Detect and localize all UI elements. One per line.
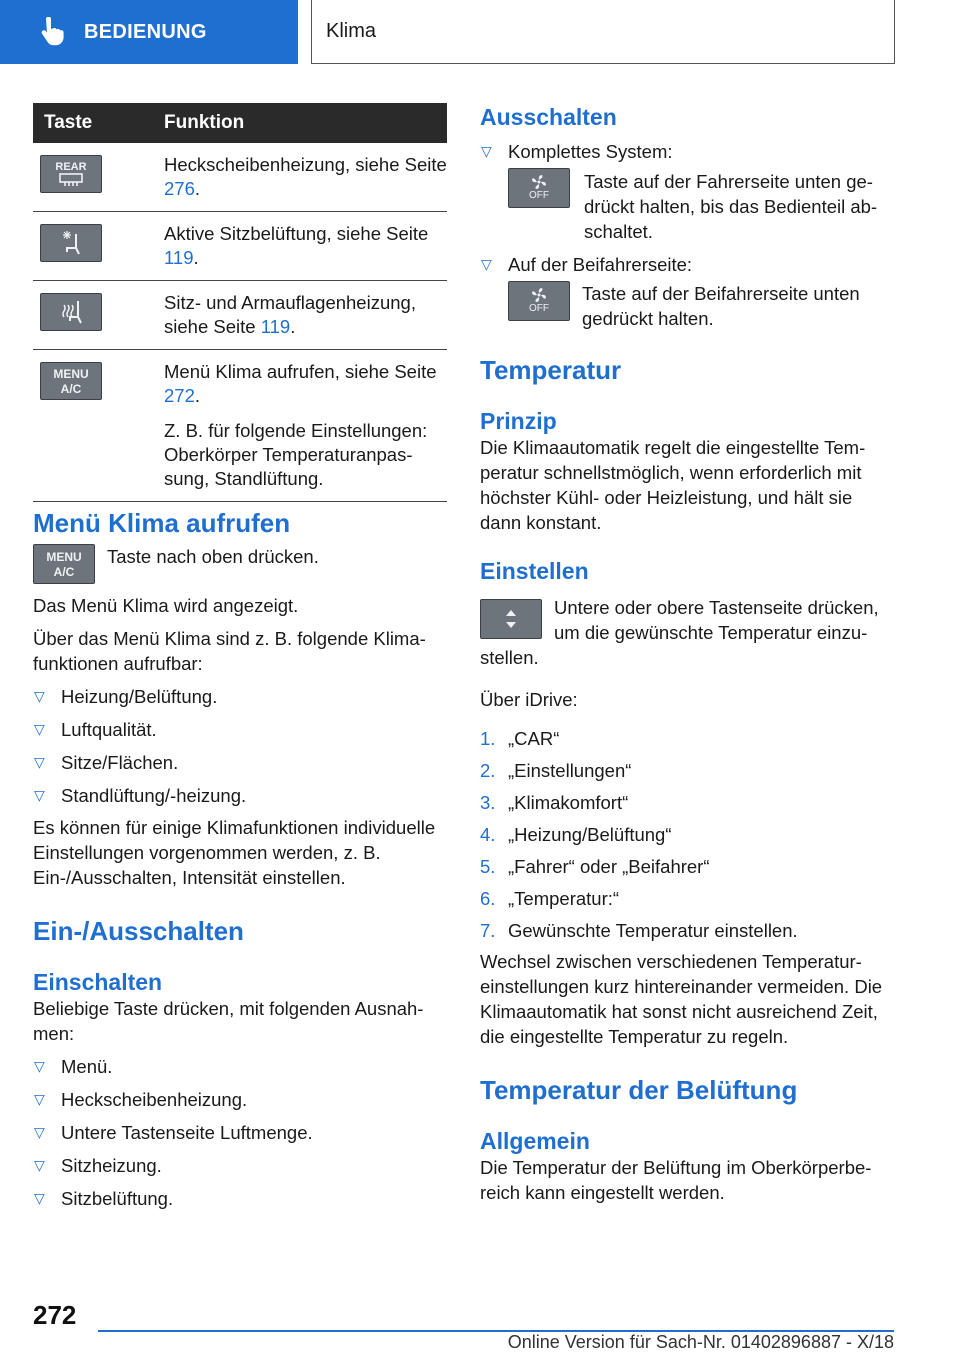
section-title: BEDIENUNG [84, 20, 207, 43]
list-item: 1. „CAR“ [480, 728, 560, 749]
table-row [33, 281, 447, 350]
chapter-title: Klima [326, 20, 377, 42]
chapter-header [311, 0, 895, 64]
key-label: A/C [60, 381, 82, 396]
heading-switch-on: Einschalten [33, 969, 163, 995]
seat-ventilation-key [40, 224, 102, 262]
fan-off-key [508, 168, 570, 208]
menu-ac-key: MENU A/C [33, 544, 95, 584]
instruction-text: Taste auf der Fahrerseite unten ge-drückt halten, bis das Bedienteil ab-schaltet. [584, 171, 878, 242]
instruction-text: Taste auf der Beifahrerseite unten gedrückt halten. [582, 283, 860, 329]
heading-on-off: Ein-/Ausschalten [33, 916, 244, 946]
list-item: 7. Gewünschte Temperatur einstellen. [480, 920, 798, 941]
fan-icon [528, 287, 550, 303]
page-reference-link[interactable]: 276 [164, 178, 195, 199]
bullet-triangle-icon: ▽ [34, 1124, 45, 1140]
fan-off-key [508, 281, 570, 321]
rear-defrost-icon [56, 173, 86, 187]
up-down-arrows-icon [503, 608, 519, 630]
page-reference-link[interactable]: 119 [260, 316, 291, 337]
paragraph: Über das Menü Klima sind z. B. folgende Klima-funktionen aufrufbar: [33, 628, 426, 674]
list-item: ▽ Sitzbelüftung. [34, 1188, 174, 1209]
list-item: ▽ Luftqualität. [34, 719, 157, 740]
key-label: REAR [55, 161, 87, 173]
paragraph: Wechsel zwischen verschiedenen Temperatur-einstellungen kurz hintereinander vermeiden. Die Klimaautomatik hat sonst nicht ausreichend Zeit, die eingestellte Temperatur zu regeln. [480, 951, 883, 1047]
paragraph: Die Temperatur der Belüftung im Oberkörperbe-reich kann eingestellt werden. [480, 1157, 872, 1203]
menu-ac-key [40, 362, 102, 400]
hand-pointer-icon [40, 17, 66, 47]
menu-instruction: Taste nach oben drücken. [107, 546, 319, 567]
bullet-triangle-icon: ▽ [34, 1190, 45, 1206]
seat-heating-icon [56, 297, 86, 327]
table-row [33, 143, 447, 212]
heading-vent-temperature: Temperatur der Belüftung [480, 1075, 798, 1105]
seat-ventilation-icon [56, 228, 86, 258]
paragraph: Das Menü Klima wird angezeigt. [33, 595, 299, 616]
paragraph: Untere oder obere Tastenseite drücken, um die gewünschte Temperatur einzu-stellen. [480, 597, 879, 668]
row-function: Heckscheibenheizung, siehe Seite 276. [164, 154, 447, 199]
temperature-rocker-key [480, 599, 542, 639]
page-reference-link[interactable]: 272 [164, 385, 195, 406]
heading-switch-off: Ausschalten [480, 104, 617, 130]
fan-icon [528, 174, 550, 190]
list-item: ▽ Untere Tastenseite Luftmenge. [34, 1122, 313, 1143]
table-row [33, 350, 447, 502]
key-label: MENU [53, 366, 89, 381]
bullet-triangle-icon: ▽ [481, 143, 492, 159]
bullet-triangle-icon: ▽ [34, 721, 45, 737]
row-function: Sitz- und Armauflagenheizung, siehe Seite 119. [164, 292, 416, 337]
key-label: OFF [529, 190, 549, 201]
heading-adjust: Einstellen [480, 558, 589, 584]
heading-menu-climate: Menü Klima aufrufen [33, 508, 291, 538]
list-item: ▽ Heizung/Belüftung. [34, 686, 218, 707]
seat-heating-key [40, 293, 102, 331]
paragraph: Die Klimaautomatik regelt die eingestellte Tem-peratur schnellstmöglich, wenn erforderlich mit höchster Kühl- oder Heizleistung, und hält sie dann konstant. [480, 437, 866, 533]
paragraph: Beliebige Taste drücken, mit folgenden Ausnah-men: [33, 998, 424, 1044]
list-item: ▽ Heckscheibenheizung. [34, 1089, 248, 1110]
section-tab[interactable] [0, 0, 298, 64]
rear-window-heating-key [40, 155, 102, 193]
page-number: 272 [33, 1300, 77, 1330]
list-item: ▽ Auf der Beifahrerseite: [481, 254, 693, 275]
bullet-triangle-icon: ▽ [34, 1058, 45, 1074]
paragraph: Es können für einige Klimafunktionen individuelle Einstellungen vorgenommen werden, z. B. Ein-/Ausschalten, Intensität einstellen. [33, 817, 436, 888]
footer-text: Online Version für Sach-Nr. 01402896887 - X/18 [507, 1332, 894, 1352]
paragraph: Über iDrive: [480, 689, 578, 710]
left-column [33, 508, 447, 1211]
list-item: 2. „Einstellungen“ [480, 760, 632, 781]
list-item: ▽ Menü. [34, 1056, 113, 1077]
column-header-function: Funktion [164, 112, 245, 133]
list-item: 5. „Fahrer“ oder „Beifahrer“ [480, 856, 710, 877]
list-item: 6. „Temperatur:“ [480, 888, 620, 909]
column-header-key: Taste [44, 112, 93, 133]
list-item: 3. „Klimakomfort“ [480, 792, 629, 813]
key-function-table [33, 103, 447, 502]
key-label: OFF [529, 303, 549, 314]
row-function: Menü Klima aufrufen, siehe Seite 272. Z. B. für folgende Einstellungen: Oberkörper Temperaturanpas-sung, Standlüftung. [164, 360, 447, 491]
bullet-triangle-icon: ▽ [34, 1091, 45, 1107]
list-item: ▽ Sitze/Flächen. [34, 752, 179, 773]
bullet-triangle-icon: ▽ [34, 688, 45, 704]
row-note: Z. B. für folgende Einstellungen: Oberkörper Temperaturanpas-sung, Standlüftung. [164, 420, 428, 489]
list-item: ▽ Sitzheizung. [34, 1155, 162, 1176]
row-function: Aktive Sitzbelüftung, siehe Seite 119. [164, 223, 429, 268]
right-column [480, 103, 896, 1205]
bullet-triangle-icon: ▽ [34, 1157, 45, 1173]
page-reference-link[interactable]: 119 [164, 247, 194, 268]
table-row [33, 212, 447, 281]
list-item: ▽ Standlüftung/-heizung. [34, 785, 247, 806]
list-item: 4. „Heizung/Belüftung“ [480, 824, 672, 845]
table-header [33, 103, 447, 143]
row-text: Heckscheibenheizung, siehe Seite [164, 154, 447, 175]
bullet-triangle-icon: ▽ [34, 787, 45, 803]
heading-principle: Prinzip [480, 408, 557, 434]
bullet-triangle-icon: ▽ [34, 754, 45, 770]
list-item: ▽ Komplettes System: [481, 141, 673, 162]
heading-temperature: Temperatur [480, 355, 622, 385]
bullet-triangle-icon: ▽ [481, 256, 492, 272]
heading-general: Allgemein [480, 1128, 590, 1154]
